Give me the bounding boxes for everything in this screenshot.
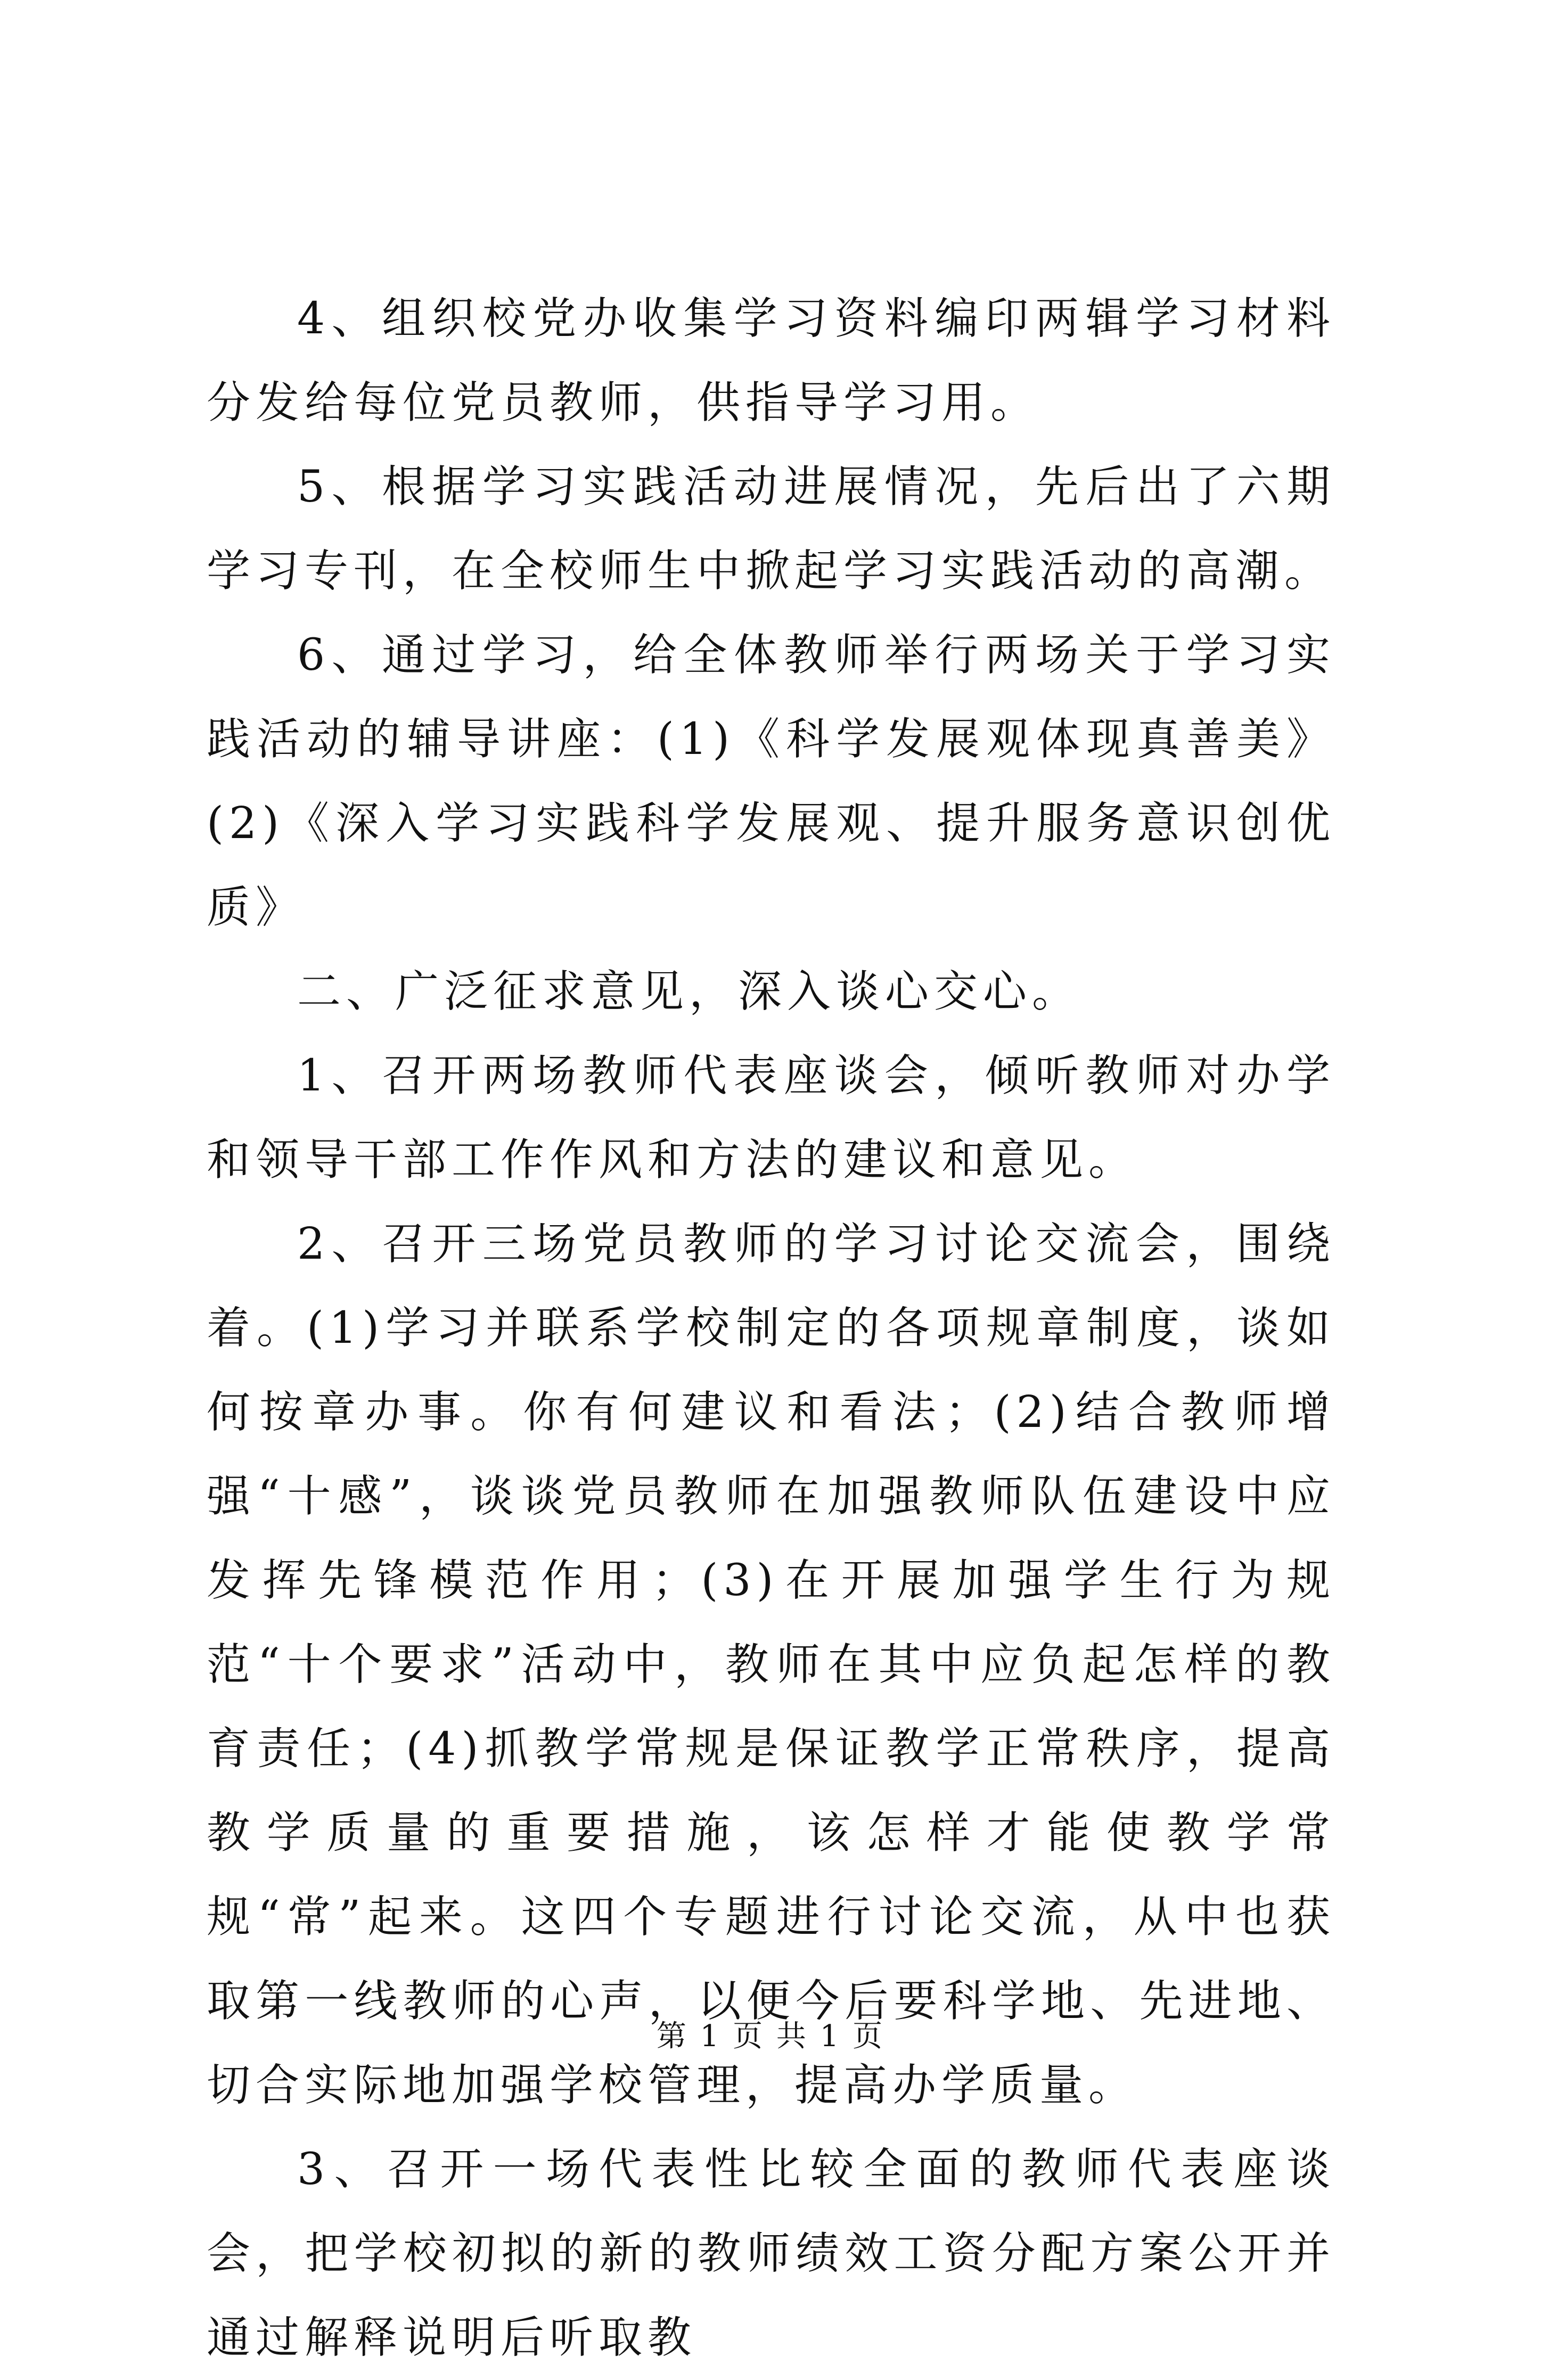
paragraph-item-5: 5、根据学习实践活动进展情况，先后出了六期学习专刊，在全校师生中掀起学习实践活动的高潮。 [207, 462, 1335, 596]
paragraph-item-6: 6、通过学习，给全体教师举行两场关于学习实践活动的辅导讲座：(1)《科学发展观体现真善美》(2)《深入学习实践科学发展观、提升服务意识创优质》 [207, 630, 1335, 933]
paragraph-item-3: 3、召开一场代表性比较全面的教师代表座谈会，把学校初拟的新的教师绩效工资分配方案公开并通过解释说明后听取教 [207, 2144, 1335, 2363]
paragraph-item-2: 2、召开三场党员教师的学习讨论交流会，围绕着。(1)学习并联系学校制定的各项规章制度，谈如何按章办事。你有何建议和看法；(2)结合教师增强“十感”，谈谈党员教师在加强教师队伍建设中应发挥先锋模范作用；(3)在开展加强学生行为规范“十个要求”活动中，教师在其中应负起怎样的教育责任；(4)抓教学常规是保证教学正常秩序，提高教学质量的重要措施，该怎样才能使教学常规“常”起来。这四个专题进行讨论交流，从中也获取第一线教师的心声，以便今后要科学地、先进地、切合实际地加强学校管理，提高办学质量。 [207, 1219, 1335, 2111]
page-number-footer: 第 1 页 共 1 页 [656, 2019, 885, 2054]
section-heading-2: 二、广泛征求意见，深入谈心交心。 [297, 966, 1081, 1017]
paragraph-item-4: 4、组织校党办收集学习资料编印两辑学习材料分发给每位党员教师，供指导学习用。 [207, 293, 1335, 428]
document-body [207, 277, 1335, 2380]
paragraph-item-1: 1、召开两场教师代表座谈会，倾听教师对办学和领导干部工作作风和方法的建议和意见。 [207, 1051, 1335, 1185]
